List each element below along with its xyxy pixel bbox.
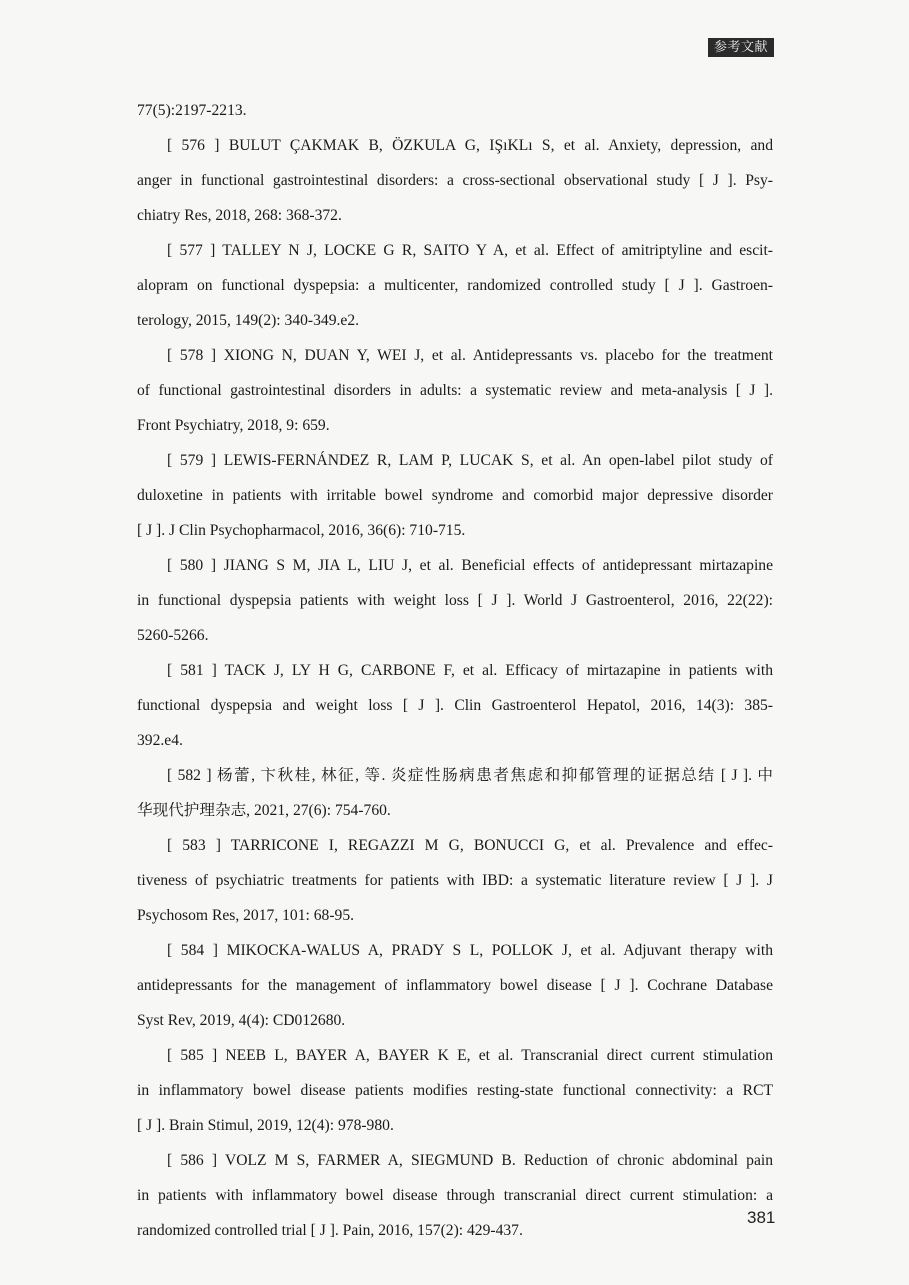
reference-line: [ 578 ] XIONG N, DUAN Y, WEI J, et al. Antidepressants vs. placebo for the treatment: [167, 347, 773, 364]
reference-line: duloxetine in patients with irritable bowel syndrome and comorbid major depressive disorder: [137, 487, 773, 504]
reference-line: randomized controlled trial [ J ]. Pain, 2016, 157(2): 429-437.: [137, 1222, 523, 1239]
reference-line: [ 583 ] TARRICONE I, REGAZZI M G, BONUCCI G, et al. Prevalence and effec-: [167, 837, 773, 854]
reference-line: in inflammatory bowel disease patients modifies resting-state functional connectivity: a RCT: [137, 1082, 773, 1099]
reference-line: [ 577 ] TALLEY N J, LOCKE G R, SAITO Y A, et al. Effect of amitriptyline and escit-: [167, 242, 773, 259]
reference-line: [ 586 ] VOLZ M S, FARMER A, SIEGMUND B. Reduction of chronic abdominal pain: [167, 1152, 773, 1169]
page-number: 381: [747, 1208, 776, 1227]
reference-line: 华现代护理杂志, 2021, 27(6): 754-760.: [137, 802, 391, 819]
reference-entry: [137, 828, 773, 933]
reference-entry: [137, 933, 773, 1038]
reference-entry: [137, 1143, 776, 1248]
reference-line: [ 584 ] MIKOCKA-WALUS A, PRADY S L, POLLOK J, et al. Adjuvant therapy with: [167, 942, 773, 959]
reference-entry: [137, 548, 773, 653]
reference-entry: [137, 128, 773, 233]
continuation-line: 77(5):2197-2213.: [137, 102, 247, 119]
reference-entry: [137, 233, 773, 338]
reference-line: [ 581 ] TACK J, LY H G, CARBONE F, et al. Efficacy of mirtazapine in patients with: [167, 662, 773, 679]
section-label-badge: 参考文献: [708, 38, 774, 57]
reference-line: [ 580 ] JIANG S M, JIA L, LIU J, et al. Beneficial effects of antidepressant mirtazapine: [167, 557, 773, 574]
reference-line: antidepressants for the management of inflammatory bowel disease [ J ]. Cochrane Database: [137, 977, 773, 994]
reference-line: 5260-5266.: [137, 627, 209, 644]
reference-entry: [137, 653, 773, 758]
reference-line: terology, 2015, 149(2): 340-349.e2.: [137, 312, 360, 329]
reference-line: [ 582 ] 杨蕾, 卞秋桂, 林征, 等. 炎症性肠病患者焦虑和抑郁管理的证据总结 [ J ]. 中: [167, 767, 773, 784]
reference-line: in patients with inflammatory bowel disease through transcranial direct current stimulation: a: [137, 1187, 773, 1204]
reference-line: 392.e4.: [137, 732, 183, 749]
reference-line: [ 579 ] LEWIS-FERNÁNDEZ R, LAM P, LUCAK S, et al. An open-label pilot study of: [167, 452, 773, 469]
reference-entry: [137, 443, 773, 548]
reference-line: Psychosom Res, 2017, 101: 68-95.: [137, 907, 355, 924]
reference-line: alopram on functional dyspepsia: a multicenter, randomized controlled study [ J ]. Gastroen-: [137, 277, 773, 294]
reference-entry: [137, 1038, 773, 1143]
reference-line: tiveness of psychiatric treatments for patients with IBD: a systematic literature review [ J ]. J: [137, 872, 773, 889]
reference-line: Front Psychiatry, 2018, 9: 659.: [137, 417, 330, 434]
reference-line: functional dyspepsia and weight loss [ J ]. Clin Gastroenterol Hepatol, 2016, 14(3): 385-: [137, 697, 773, 714]
reference-line: [ 585 ] NEEB L, BAYER A, BAYER K E, et al. Transcranial direct current stimulation: [167, 1047, 773, 1064]
reference-line: of functional gastrointestinal disorders in adults: a systematic review and meta-analysis [ J ].: [137, 382, 773, 399]
reference-line: [ J ]. Brain Stimul, 2019, 12(4): 978-980.: [137, 1117, 394, 1134]
reference-list: [137, 93, 776, 1248]
reference-line: [ 576 ] BULUT ÇAKMAK B, ÖZKULA G, IŞıKLı S, et al. Anxiety, depression, and: [167, 137, 773, 154]
reference-line: anger in functional gastrointestinal disorders: a cross-sectional observational study [ J ]. Psy-: [137, 172, 773, 189]
reference-line: Syst Rev, 2019, 4(4): CD012680.: [137, 1012, 346, 1029]
reference-entry: [137, 338, 773, 443]
reference-line: in functional dyspepsia patients with weight loss [ J ]. World J Gastroenterol, 2016, 22(22):: [137, 592, 773, 609]
reference-entry: [137, 758, 773, 828]
reference-line: chiatry Res, 2018, 268: 368-372.: [137, 207, 342, 224]
reference-line: [ J ]. J Clin Psychopharmacol, 2016, 36(6): 710-715.: [137, 522, 466, 539]
